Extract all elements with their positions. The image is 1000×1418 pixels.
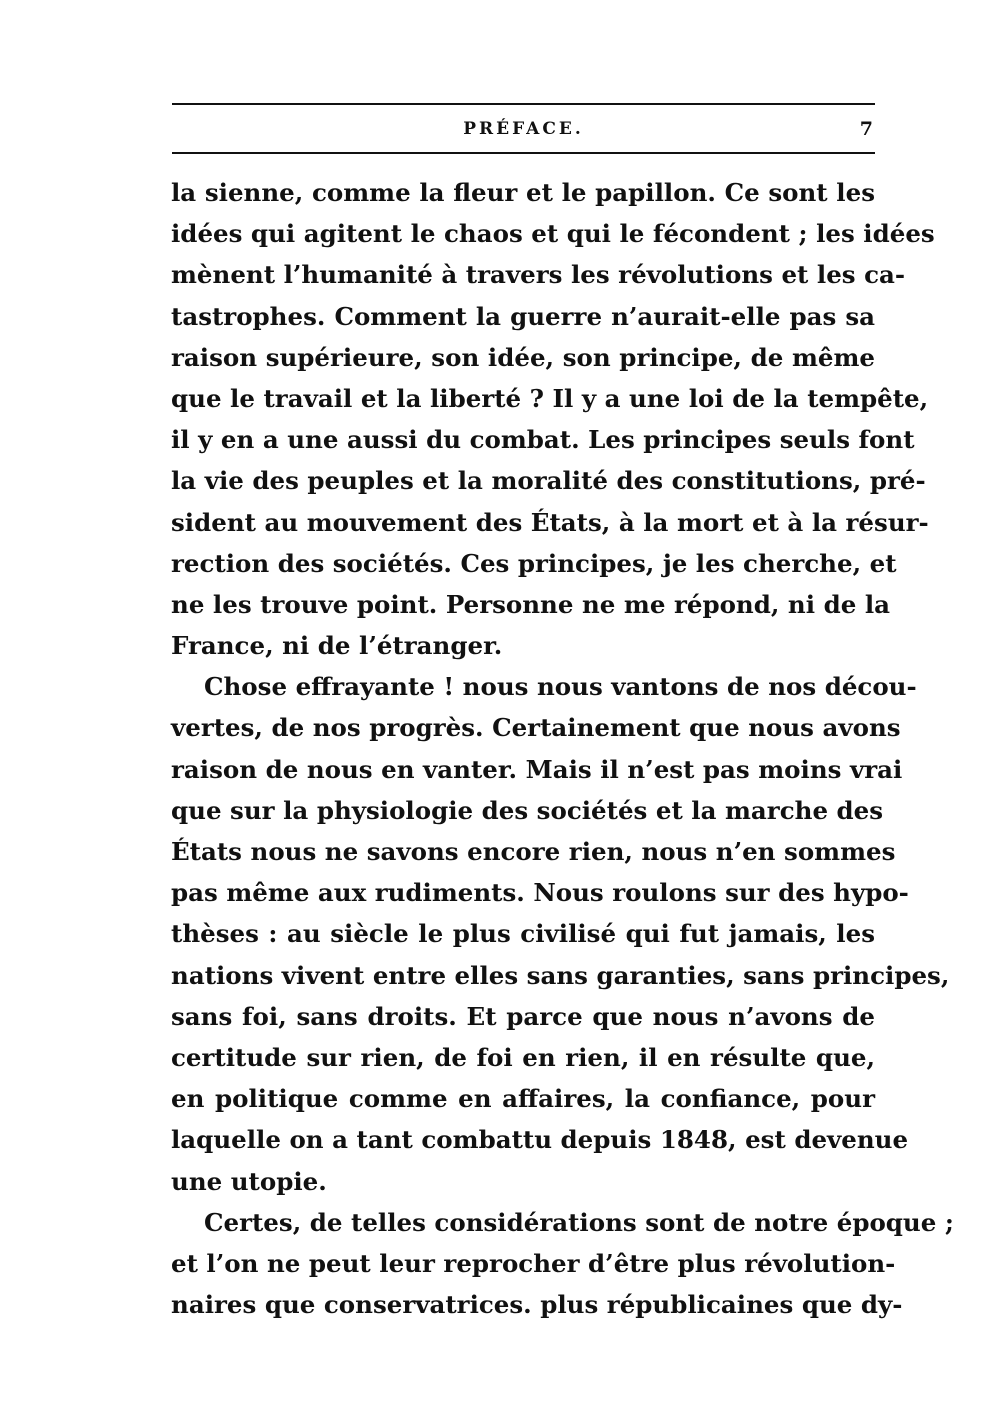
text-line: la sienne, comme la fleur et le papillon. Ce sont les bbox=[171, 178, 875, 207]
header-rule-bottom bbox=[172, 152, 875, 154]
text-line: tastrophes. Comment la guerre n’aurait-elle pas sa bbox=[171, 301, 875, 331]
text-line: États nous ne savons encore rien, nous n’en sommes bbox=[171, 837, 896, 866]
text-line: raison supérieure, son idée, son principe, de même bbox=[171, 342, 875, 372]
text-line: ne les trouve point. Personne ne me répond, ni de la bbox=[171, 589, 891, 619]
text-line: sans foi, sans droits. Et parce que nous n’avons de bbox=[171, 1001, 875, 1031]
text-line: vertes, de nos progrès. Certainement que nous avons bbox=[171, 713, 901, 743]
text-line: thèses : au siècle le plus civilisé qui fut jamais, les bbox=[171, 919, 875, 949]
text-line: pas même aux rudiments. Nous roulons sur des hypo- bbox=[171, 878, 909, 908]
header-rule-top bbox=[172, 103, 875, 105]
text-line: la vie des peuples et la moralité des constitutions, pré- bbox=[171, 466, 926, 496]
text-line: il y en a une aussi du combat. Les principes seuls font bbox=[171, 425, 915, 455]
text-line: sident au mouvement des États, à la mort et à la résur- bbox=[171, 507, 929, 537]
text-line: idées qui agitent le chaos et qui le fécondent ; les idées bbox=[171, 219, 935, 249]
text-line: une utopie. bbox=[171, 1166, 327, 1196]
text-line: Chose effrayante ! nous nous vantons de nos décou- bbox=[204, 672, 917, 702]
text-line: rection des sociétés. Ces principes, je les cherche, et bbox=[171, 548, 897, 578]
text-line: certitude sur rien, de foi en rien, il en résulte que, bbox=[171, 1042, 875, 1072]
text-line: laquelle on a tant combattu depuis 1848, est devenue bbox=[171, 1125, 909, 1155]
text-line: mènent l’humanité à travers les révolutions et les ca- bbox=[171, 260, 906, 290]
text-line: France, ni de l’étranger. bbox=[171, 631, 503, 661]
text-line: naires que conservatrices. plus républicaines que dy- bbox=[171, 1290, 903, 1320]
text-line: que sur la physiologie des sociétés et la marche des bbox=[171, 795, 884, 825]
body-text bbox=[171, 172, 954, 1325]
text-line: et l’on ne peut leur reprocher d’être plus révolution- bbox=[171, 1248, 896, 1278]
text-line: en politique comme en affaires, la confiance, pour bbox=[171, 1084, 875, 1114]
text-line: Certes, de telles considérations sont de notre époque ; bbox=[204, 1207, 954, 1237]
text-line: raison de nous en vanter. Mais il n’est pas moins vrai bbox=[171, 754, 903, 784]
running-title: PRÉFACE. bbox=[463, 119, 584, 139]
page-number: 7 bbox=[859, 118, 873, 140]
running-header bbox=[172, 114, 875, 144]
text-line: que le travail et la liberté ? Il y a une loi de la tempête, bbox=[171, 383, 929, 413]
text-line: nations vivent entre elles sans garanties, sans principes, bbox=[171, 960, 950, 990]
